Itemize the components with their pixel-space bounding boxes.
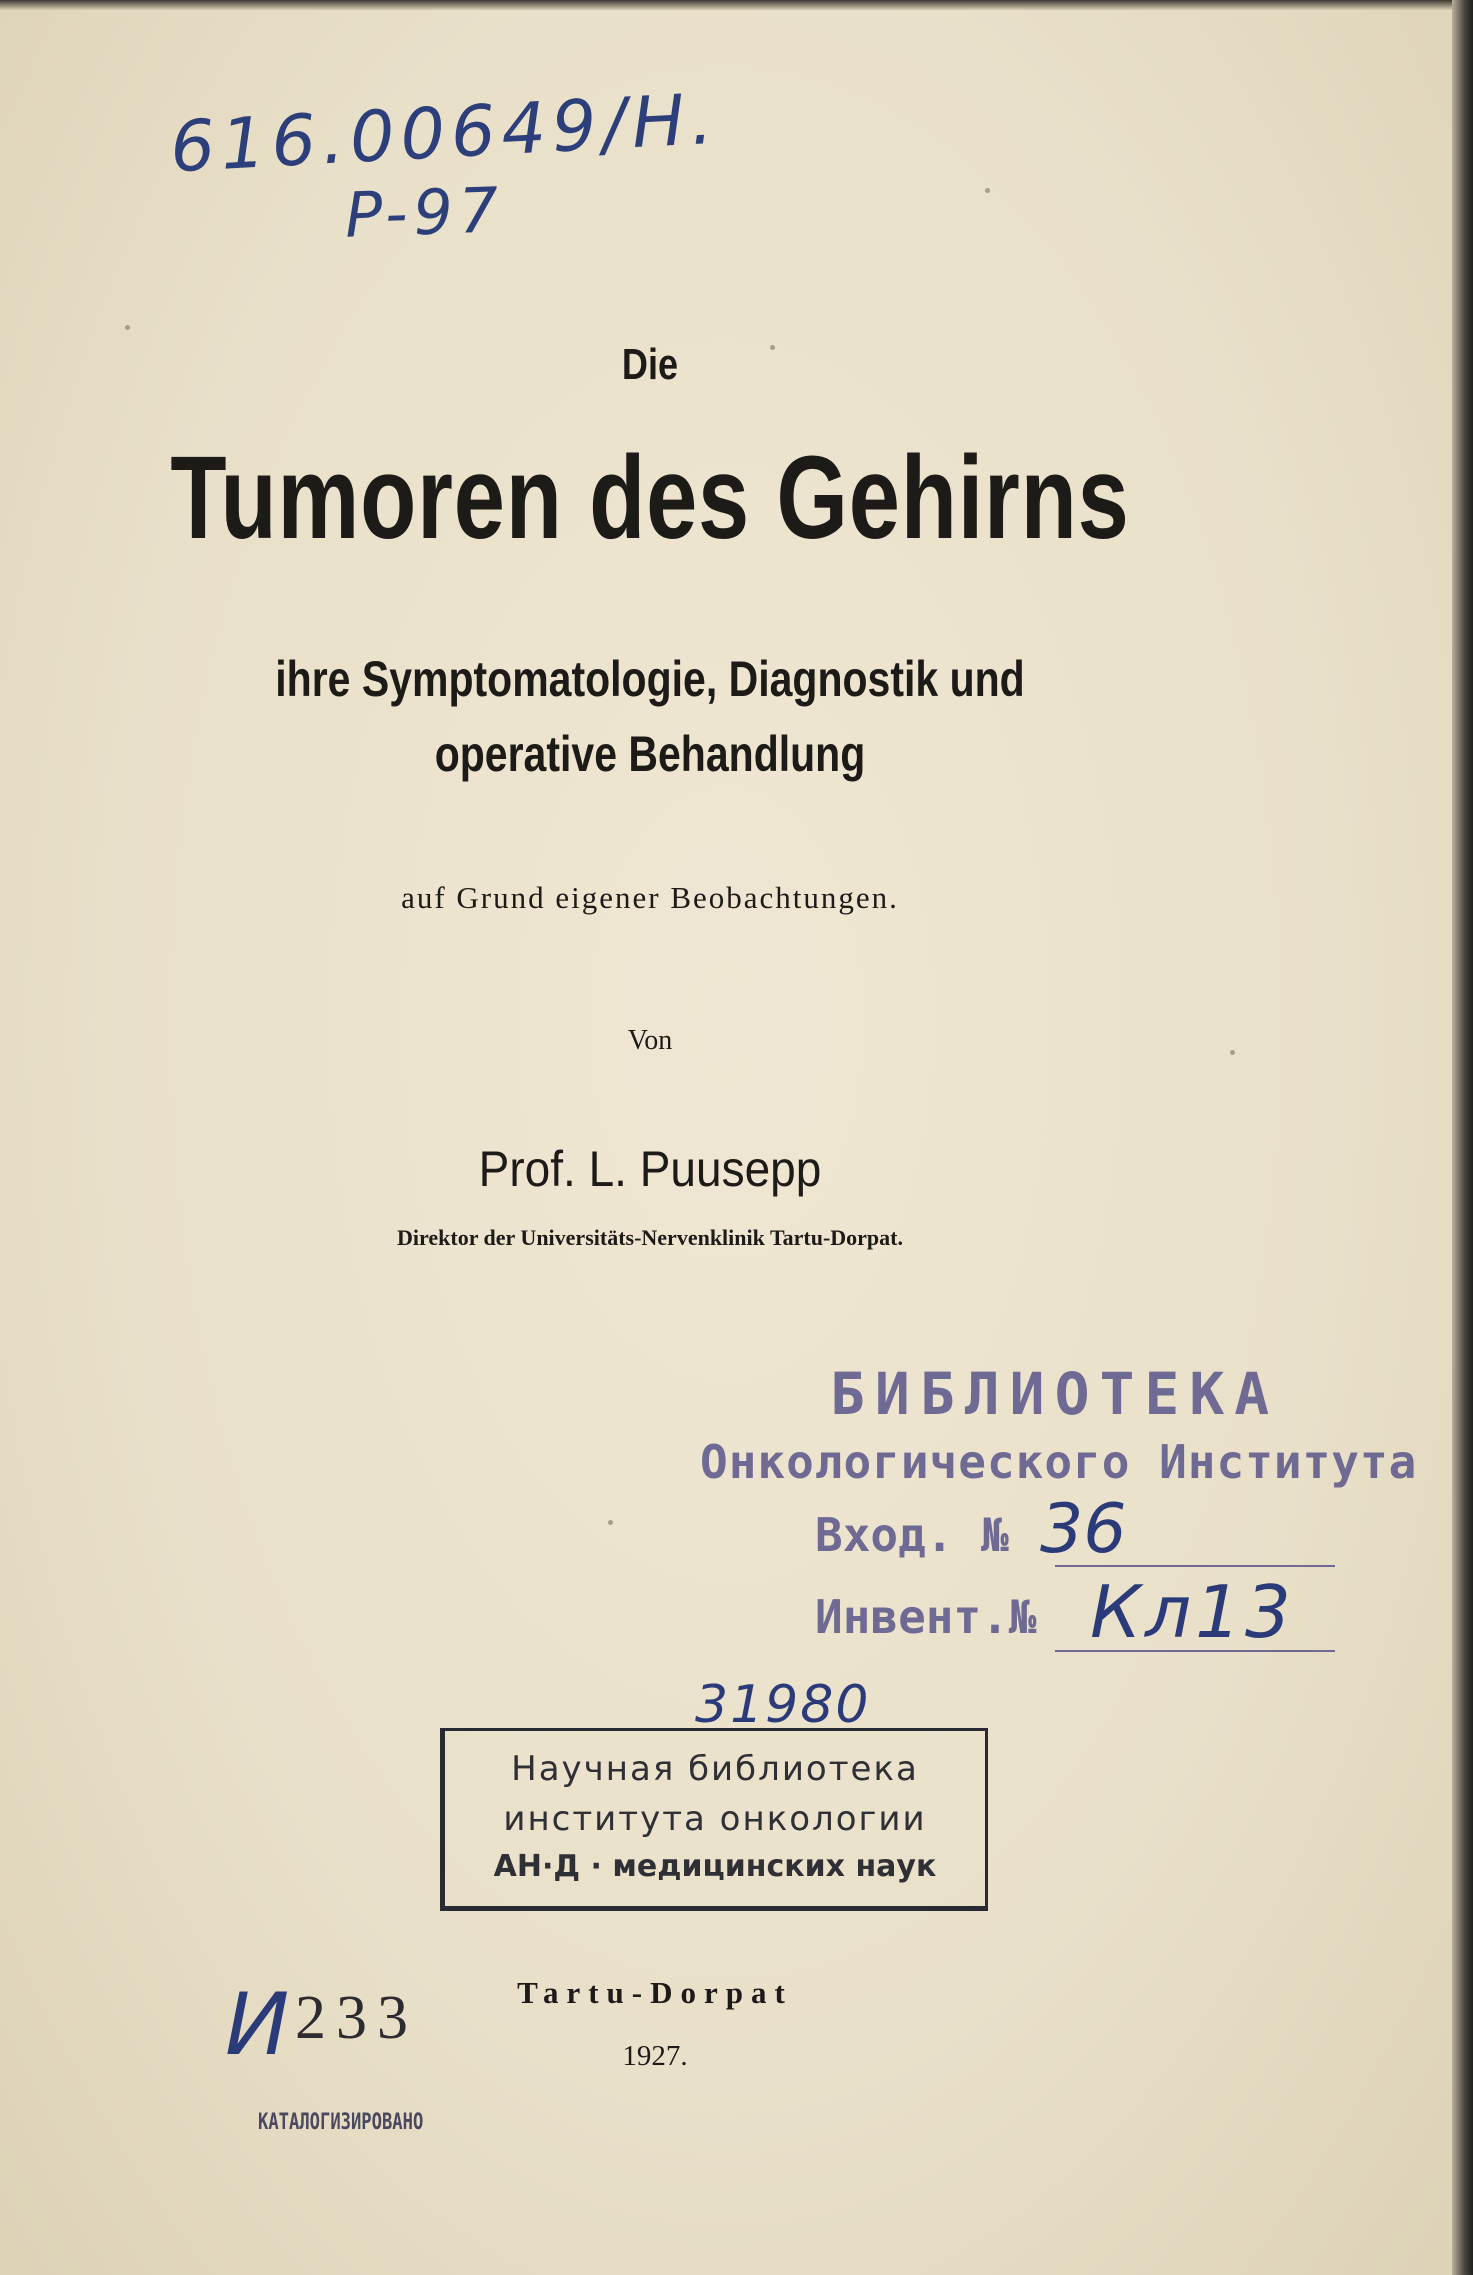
handwritten-entry-number: 36 [1040,1490,1127,1569]
author-name: Prof. L. Puusepp [478,1141,822,1197]
basis-line: auf Grund eigener Beobachtungen. [401,880,899,915]
box-stamp [440,1728,988,1911]
paper-speck [608,1520,613,1525]
subtitle-line-1: ihre Symptomatologie, Diagnostik und [275,651,1025,707]
paper-speck [770,345,775,350]
page-top-edge [0,0,1452,10]
library-stamp-inventory-label: Инвент.№ [815,1590,1037,1644]
author-affiliation: Direktor der Universitäts-Nervenklinik Tartu-Dorpat. [397,1225,903,1250]
library-stamp-line-1: БИБЛИОТЕКА [830,1360,1280,1428]
inventory-letter: И [225,1975,290,2075]
paper-speck [985,188,990,193]
box-stamp-line-1: Научная библиотека [511,1749,919,1789]
handwritten-accession-number: 31980 [695,1675,871,1735]
box-stamp-line-2: института онкологии [503,1799,927,1839]
von-label: Von [627,1025,673,1056]
page-binding-edge [1452,0,1473,2275]
cataloged-stamp: КАТАЛОГИЗИРОВАНО [258,2110,424,2135]
box-stamp-line-3: АН·Д · медицинских наук [493,1849,937,1884]
paper-speck [125,325,130,330]
library-stamp-line-2: Онкологического Института [700,1435,1418,1489]
subtitle-line-2: operative Behandlung [434,726,866,782]
publication-place: Tartu-Dorpat [517,1975,793,2010]
handwritten-shelf-mark: P-97 [343,173,506,252]
inventory-number: 233 [295,1984,418,2052]
book-title: Tumoren des Gehirns [170,432,1130,564]
handwritten-call-number: 616.00649/H. [168,77,721,189]
paper-speck [1230,1050,1235,1055]
title-article: Die [621,340,679,389]
publication-year: 1927. [622,2040,688,2072]
library-stamp-entry-label: Вход. № [815,1508,1009,1562]
handwritten-inventory-number: Кл13 [1090,1570,1295,1654]
